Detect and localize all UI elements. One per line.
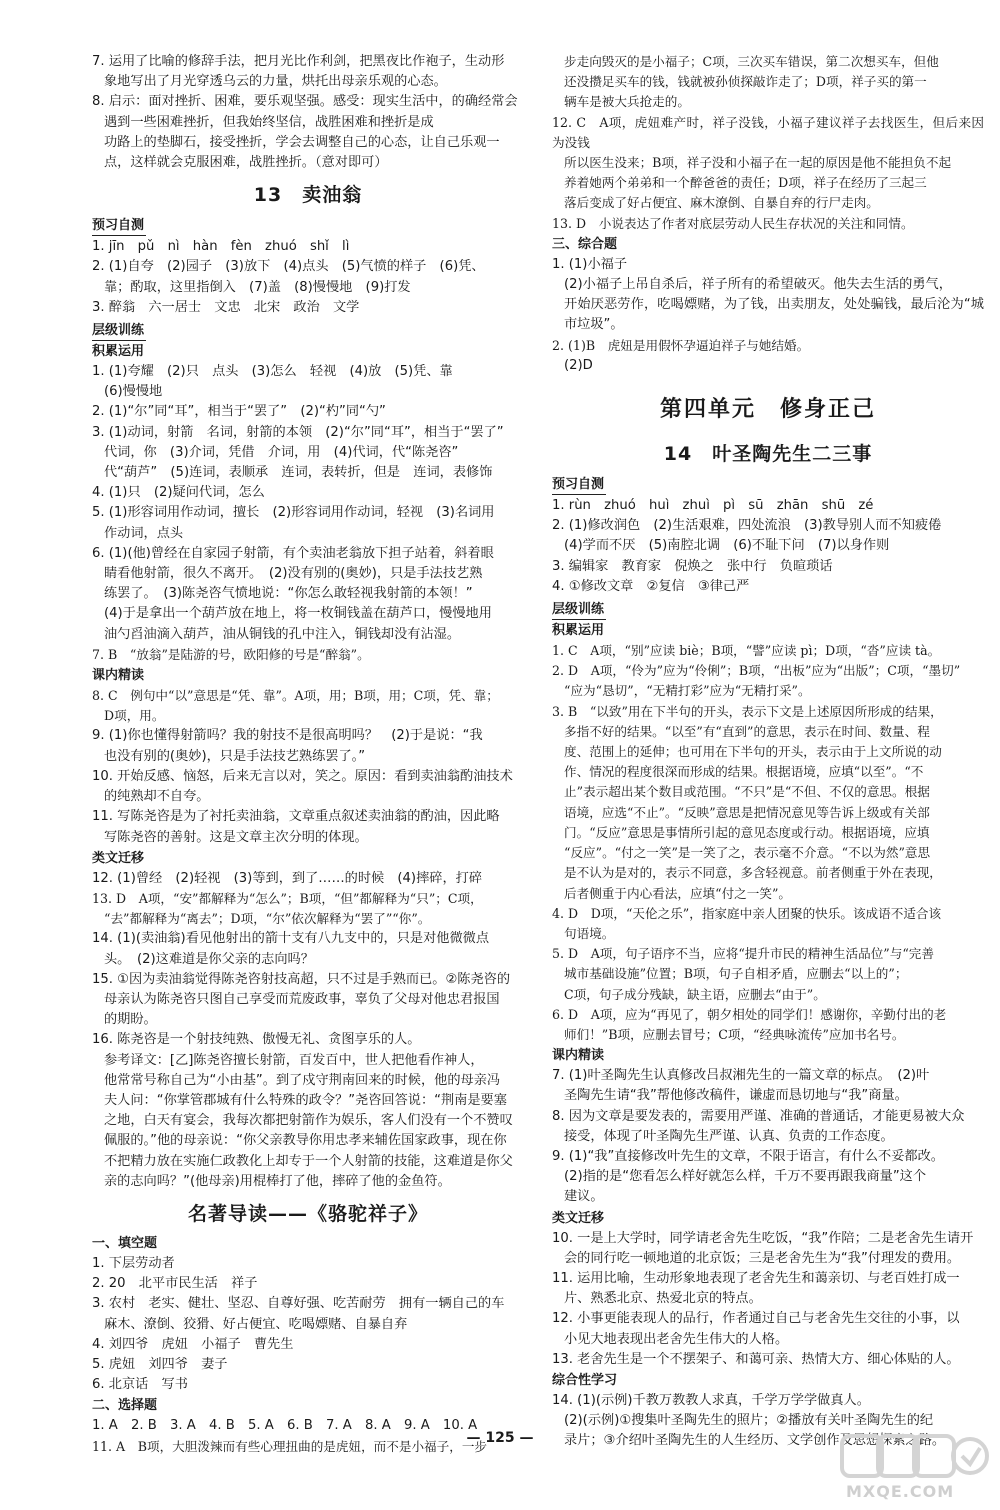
accumulate-heading: 积累运用 [552,623,605,639]
answer-line: 13. D 小说表达了作者对底层劳动人民生存状况的关注和同情。 [552,215,914,231]
answer-line: 10. 一是上大学时，同学请老舍先生吃饭，“我”作陪；二是老舍先生请开 [552,1230,974,1246]
close-reading-heading: 课内精读 [92,668,145,684]
q-list [552,496,984,597]
answer-line: 3. (1)动词，射箭 名词，射箭的本领 (2)“尔”同“耳”，相当于“罢了” [92,424,504,440]
answer-line: 辆车是被大兵抢走的。 [564,94,690,110]
answer-line: 片、熟悉北京、热爱北京的特点。 [564,1291,762,1307]
section-heading [552,475,984,495]
right-column [552,52,984,1452]
answer-line: 门。“反应”意思是事情所引起的意见态度或行动。根据语境，应填 [564,824,930,840]
accumulate-heading: 积累运用 [92,344,145,360]
q-list [552,52,984,234]
answer-line: 11. A B项，大胆泼辣而有些心理扭曲的是虎妞，而不是小福子，一步 [92,1438,488,1454]
answer-line: 他常常号称自己为“小由基”。到了戍守荆南回来的时候，他的母亲冯 [104,1072,501,1088]
answer-line: (6)慢慢地 [104,384,163,400]
answer-line: (2)小福子上吊自杀后，祥子所有的希望破灭。他失去生活的勇气， [564,277,952,293]
answer-line: 8. 因为文章是要发表的，需要用严谨、准确的普通话，才能更易被大众 [552,1108,965,1124]
answer-line: C项，句子成分残缺，缺主语，应删去“由于”。 [564,986,826,1002]
answer-line: 接受，体现了叶圣陶先生严谨、认真、负责的工作态度。 [564,1128,894,1144]
watermark-url: MXQE.COM [846,1482,955,1501]
preview-heading: 预习自测 [552,475,606,495]
answer-line: 1. rùn zhuó huì zhuì pì sū zhān shū zé [552,498,874,514]
answer-line: 1. C A项，“别”应读 biè；B项，“譬”应读 pì；D项，“沓”应读 tà。 [552,643,941,659]
answer-line: 还没攒足买车的钱，钱就被孙侦探敲诈走了；D项，祥子买的第一 [564,74,927,90]
answer-line: 2. (1)B 虎妞是用假怀孕逼迫祥子与她结婚。 [552,337,810,353]
answer-line: 4. (1)只 (2)疑问代词，怎么 [92,485,265,501]
q-list [92,869,524,1192]
answer-line: 也没有别的(奥妙)，只是手法技艺熟练罢了。” [104,748,366,764]
answer-line: 7. B “放翁”是陆游的号，欧阳修的号是“醉翁”。 [92,646,370,662]
answer-line: 是不认为是对的，表示不同意，多含轻视意。前者侧重于外在表现， [564,865,942,881]
answer-line: 功路上的垫脚石，接受挫折，学会去调整自己的心态，让自己乐观一 [104,134,500,150]
answer-line: “应为“恳切”，“无精打彩”应为“无精打采”。 [564,683,811,699]
answer-line: 句语境。 [564,925,615,941]
answer-line: 会的同行吃一顿地道的北京饭；三是老舍先生为“我”付理发的费用。 [564,1250,961,1266]
answer-line: 1. (1)夸耀 (2)只 点头 (3)怎么 轻视 (4)放 (5)凭、靠 [92,364,453,380]
answer-line: 佩服的。”他的母亲说：“你父亲教导你用忠孝来辅佐国家政事，现在你 [104,1133,507,1149]
answer-line: 6. (1)(他)曾经在自家园子射箭，有个卖油老翁放下担子站着，斜着眼 [92,545,494,561]
answer-line: 度、范围上的延伸；也可用在下半句的开头，表示由于上文所说的动 [564,744,942,760]
answer-line: 3. 农村 老实、健壮、坚忍、自尊好强、吃苦耐劳 拥有一辆自己的车 [92,1296,505,1312]
answer-line: 靠；酌取，这里指倒入 (7)盖 (8)慢慢地 (9)打发 [104,279,411,295]
answer-line: 12. 小事更能表现人的品行，作者通过自己与老舍先生交往的小事，以 [552,1311,960,1327]
answer-line: 13. 老舍先生是一个不摆架子、和蔼可亲、热情大方、细心体贴的人。 [552,1351,960,1367]
answer-line: (4)于是拿出一个葫芦放在地上，将一枚铜钱盖在葫芦口，慢慢地用 [104,606,492,622]
close-reading-heading: 课内精读 [552,1048,605,1064]
answer-line: 写陈尧咨的善射。这是文章主次分明的体现。 [104,829,368,845]
answer-line: 3. B “以致”用在下半句的开头，表示下文是上述原因所形成的结果， [552,703,943,719]
answer-line: “反应”。“付之一笑”是一笑了之，表示毫不介意。“不以为然”意思 [564,845,931,861]
answer-line: 11. 运用比喻，生动形象地表现了老舍先生和蔼亲切、与老百姓打成一 [552,1270,960,1286]
q-list [92,362,524,665]
answer-line: 夫人问：“你掌管郡城有什么特殊的政令？”尧咨回答说：“荆南是要塞 [104,1092,507,1108]
answer-line: 的期盼。 [104,1012,157,1028]
left-column [92,52,524,1457]
answer-line: 4. ①修改文章 ②复信 ③律己严 [552,578,750,594]
q-list [552,1066,984,1207]
answer-line: 1. (1)小福子 [552,256,628,272]
answer-line: 步走向毁灭的是小福子；C项，三次买车错误，第二次想买车，但他 [564,54,939,69]
answer-line: 1. A 2. B 3. A 4. B 5. A 6. B 7. A 8. A 9. A 10. A [92,1418,478,1434]
answer-line: 作、情况的程度很深而形成的结果。根据语境，应填“以至”。“不 [564,764,924,780]
answer-line: 10. 开始反感、恼怒，后来无言以对，笑之。原因：看到卖油翁酌油技术 [92,768,513,784]
answer-line: 代词，你 (3)介词，凭借 介词，用 (4)代词，代“陈尧咨” [104,444,459,460]
answer-line: 7. (1)叶圣陶先生认真修改吕叔湘先生的一篇文章的标点。 (2)叶 [552,1068,930,1084]
answer-line: 5. (1)形容词用作动词，擅长 (2)形容词用作动词，轻视 (3)名词用 [92,505,495,521]
q-list [92,1254,524,1395]
answer-line: 作动词，点头 [104,525,184,541]
classic-reading-title: 名著导读——《骆驼祥子》 [187,1202,428,1225]
answer-line: 2. (1)“尔”同“耳”，相当于“罢了” (2)“杓”同“勺” [92,404,386,420]
answer-line: 6. 北京话 写书 [92,1377,188,1393]
answer-line: 14. (1)(卖油翁)看见他射出的箭十支有八九支中的，只是对他微微点 [92,931,490,947]
answer-line: 的纯熟却不自夸。 [104,789,210,805]
answer-line: 5. 虎妞 刘四爷 妻子 [92,1356,228,1372]
answer-line: 所以医生没来；B项，祥子没和小福子在一起的原因是他不能担负不起 [564,155,952,171]
answer-line: 点，这样就会克服困难，战胜挫折。（意对即可） [104,155,388,171]
answer-line: 代“葫芦” (5)连词，表顺承 连词，表转折，但是 连词，表修饰 [104,465,493,481]
q-list [552,641,984,1045]
answer-line: 3. 醉翁 六一居士 文忠 北宋 政治 文学 [92,299,360,315]
answer-line: 2. (1)自夸 (2)园子 (3)放下 (4)点头 (5)气愤的样子 (6)凭、 [92,259,485,275]
fill-blank-heading: 一、填空题 [92,1235,158,1251]
choice-heading: 二、选择题 [92,1398,158,1414]
answer-line: 12. C A项，虎妞难产时，祥子没钱，小福子建议祥子去找医生，但后来因为没钱 [552,114,984,150]
answer-line: 之地，白天有宴会，我每次都把射箭作为娱乐，客人们没有一个不赞叹 [104,1113,513,1129]
answer-line: 2. (1)修改润色 (2)生活艰难，四处流浪 (3)教导别人而不知疲倦 [552,518,942,534]
section-heading [92,321,524,341]
answer-line: 麻木、潦倒、狡猾、好占便宜、吃喝嫖赌、自暴自弃 [104,1316,408,1332]
q-list [552,1229,984,1370]
answer-line: 圣陶先生请“我”帮他修改稿件，谦虚而恳切地与“我”商量。 [564,1088,908,1104]
answer-line: 不把精力放在实施仁政教化上却专于一个人射箭的技能，这难道是你父 [104,1153,513,1169]
answer-line: 8. 启示：面对挫折、困难，要乐观坚强。感受：现实生活中，的确经常会 [92,94,518,110]
answer-line: 城市基础设施”位置；B项，句子自相矛盾，应删去“以上的”； [564,966,908,982]
watermark-badge-icon [840,1432,990,1484]
answer-line: 1. 下层劳动者 [92,1255,175,1271]
answer-line: 多指不好的结果。“以至”有“直到”的意思，表示在时间、数量、程 [564,723,930,739]
lesson-13-title: 13 卖油翁 [253,184,363,207]
answer-line: (2)(示例)①搜集叶圣陶先生的照片；②播放有关叶圣陶先生的纪 [564,1413,934,1429]
preview-heading: 预习自测 [92,216,146,236]
answer-line: 练罢了。 (3)陈尧咨气愤地说：“你怎么敢轻视我射箭的本领！” [104,586,473,602]
answer-line: 4. 刘四爷 虎妞 小福子 曹先生 [92,1336,294,1352]
answer-line: 参考译文：[乙]陈尧咨擅长射箭，百发百中，世人把他看作神人， [104,1052,484,1068]
lesson-14-title: 14 叶圣陶先生二三事 [663,443,873,466]
section-heading [92,216,524,236]
answer-line: (2)指的是“您看怎么样好就怎么样，千万不要再跟我商量”这个 [564,1169,927,1185]
answer-line: 9. (1)“我”直接修改叶先生的文章，不限于语言，有什么不妥都改。 [552,1148,944,1164]
answer-line: 8. C 例句中“以”意思是“凭、靠”。A项，用；B项，用；C项，凭、靠； [92,688,499,704]
training-heading: 层级训练 [92,321,146,341]
answer-line: 录片；③介绍叶圣陶先生的人生经历、文学创作及思想探索之路。 [564,1433,946,1449]
answer-line: 1. jīn pǔ nì hàn fèn zhuó shǐ lì [92,239,350,255]
answer-line: 师们！”B项，应删去冒号；C项，“经典咏流传”应加书名号。 [564,1026,905,1042]
watermark-logo [840,1432,990,1502]
answer-line: 建议。 [564,1189,604,1205]
answer-line: “去”都解释为“离去”；D项，“尔”依次解释为“罢了”“你”。 [104,911,431,927]
answer-line: 3. 编辑家 教育家 倪焕之 张中行 负暄琐话 [552,558,833,574]
answer-line: 睛看他射箭，很久不离开。 (2)没有别的(奥妙)，只是手法技艺熟 [104,566,483,582]
answer-line: 6. D A项，应为“再见了，朝夕相处的同学们！感谢你，辛勤付出的老 [552,1006,947,1022]
answer-line: 母亲认为陈尧咨只图自己享受而荒废政事，辜负了父母对他忠君报国 [104,991,500,1007]
training-heading: 层级训练 [552,600,606,620]
answer-line: 7. 运用了比喻的修辞手法，把月光比作利剑，把黑夜比作袍子，生动形 [92,54,505,69]
answer-line: 养着她两个弟弟和一个醉爸爸的责任；D项，祥子在经历了三起三 [564,175,927,191]
answer-line: (2)D [564,357,593,373]
answer-line: 象地写出了月光穿透乌云的力量，烘托出母亲乐观的心态。 [104,74,447,90]
answer-line: 止”表示超出某个数目或范围。“不只”是“不但、不仅的意思。根据 [564,784,930,800]
unit-title: 第四单元 修身正己 [659,397,876,423]
answer-line: 9. (1)你也懂得射箭吗？我的射技不是很高明吗？ (2)于是说：“我 [92,728,483,744]
answer-line: 2. D A项，“伶为”应为“伶俐”；B项，“出板”应为“出版”；C项，“墨切” [552,663,961,679]
answer-line: 5. D A项，句子语序不当，应将“提升市民的精神生活品位”与“完善 [552,946,934,962]
section-heading [552,600,984,620]
transfer-heading: 类文迁移 [92,850,145,866]
answer-line: 语境，应选“不止”。“反映”意思是把情况意见等告诉上级或有关部 [564,804,930,820]
answer-line: 11. 写陈尧咨是为了衬托卖油翁，文章重点叙述卖油翁的酌油，因此略 [92,809,500,825]
answer-line: 头。 (2)这难道是你父亲的志向吗？ [104,951,314,967]
answer-line: 后者侧重于内心看法，应填“付之一笑”。 [564,885,791,901]
q-list [92,686,524,848]
answer-line: 亲的志向吗？”(他母亲)用棍棒打了他，摔碎了他的金鱼符。 [104,1173,451,1189]
answer-line: 16. 陈尧咨是一个射技纯熟、傲慢无礼、贪图享乐的人。 [92,1032,421,1048]
q-list [552,255,984,376]
answer-line: 遇到一些困难挫折，但我始终坚信，战胜困难和挫折是成 [104,114,434,130]
answer-line: 14. (1)(示例)千教万教教人求真，千学万学学做真人。 [552,1392,870,1408]
q-list [92,237,524,318]
answer-line: 12. (1)曾经 (2)轻视 (3)等到，到了……的时候 (4)摔碎，打碎 [92,870,483,886]
comprehensive-learning-heading: 综合性学习 [552,1372,618,1388]
q-list [92,52,524,173]
answer-line: 小见大地表现出老舍先生伟大的人格。 [564,1331,789,1347]
answer-line: D项，用。 [104,708,165,724]
transfer-heading: 类文迁移 [552,1210,605,1226]
answer-line: (4)学而不厌 (5)南腔北调 (6)不耻下问 (7)以身作则 [564,538,890,554]
answer-line: 落后变成了好占便宜、麻木潦倒、自暴自弃的行尸走肉。 [564,195,879,211]
answer-line: 2. 20 北平市民生活 祥子 [92,1276,258,1292]
page-number: — 125 — [466,1430,534,1446]
answer-line: 13. D A项，“安”都解释为“怎么”；B项，“但”都解释为“只”；C项， [92,890,483,906]
answer-line: 4. D D项，“天伦之乐”，指家庭中亲人团聚的快乐。该成语不适合该 [552,905,942,921]
comprehensive-heading: 三、综合题 [552,236,618,252]
answer-line: 油勺舀油滴入葫芦，油从铜钱的孔中注入，铜钱却没有沾湿。 [104,626,461,642]
answer-line: 15. ①因为卖油翁觉得陈尧咨射技高超，只不过是手熟而已。②陈尧咨的 [92,971,511,987]
answer-line: 开始厌恶劳作，吃喝嫖赌，为了钱，出卖朋友，处处骗钱，最后沦为“城市垃圾”。 [564,297,984,333]
